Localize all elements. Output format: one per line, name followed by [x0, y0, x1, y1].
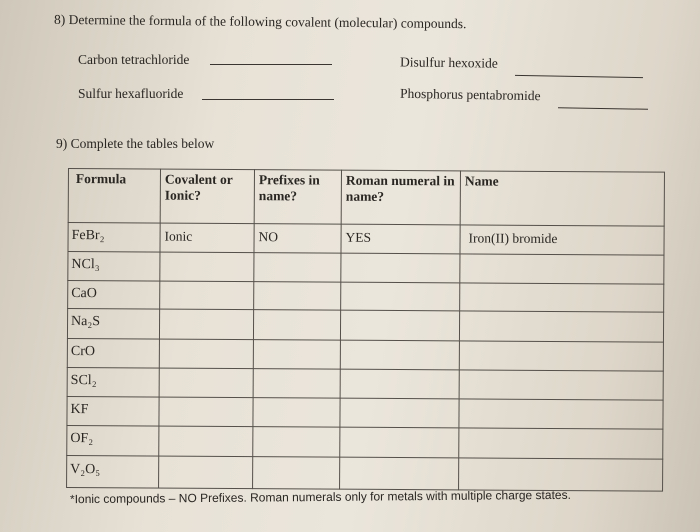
cell-prefixes[interactable]	[253, 252, 340, 282]
cell-name[interactable]	[459, 340, 664, 370]
table-row	[66, 425, 663, 460]
cell-formula: SCl₂	[70, 373, 97, 389]
cell-name[interactable]	[459, 310, 664, 341]
cell-prefixes[interactable]	[253, 368, 340, 398]
cell-prefixes[interactable]	[252, 426, 339, 457]
q8-answer-blank-3[interactable]	[202, 99, 334, 100]
cell-roman[interactable]	[339, 457, 458, 491]
table-header-row	[68, 168, 665, 227]
cell-name[interactable]	[458, 457, 663, 491]
cell-formula: Na₂S	[71, 314, 101, 330]
cell-roman[interactable]	[340, 253, 459, 283]
cell-covalent[interactable]	[159, 339, 253, 369]
cell-prefixes[interactable]	[253, 309, 340, 340]
table-footnote: *Ionic compounds – NO Prefixes. Roman numerals only for metals with multiple charge states.	[69, 487, 571, 507]
cell-name[interactable]	[459, 253, 664, 283]
cell-roman[interactable]	[340, 340, 459, 370]
cell-formula: CrO	[70, 344, 96, 360]
q8-item-carbon-tetrachloride: Carbon tetrachloride	[78, 52, 190, 67]
header-name: Name	[460, 170, 665, 225]
q8-item-sulfur-hexafluoride: Sulfur hexafluoride	[78, 86, 184, 101]
cell-prefixes[interactable]	[253, 339, 340, 369]
q8-answer-blank-1[interactable]	[210, 64, 332, 65]
cell-formula: NCl₃	[71, 257, 100, 273]
header-formula: Formula	[75, 171, 127, 187]
table-row	[66, 455, 663, 492]
cell-formula: V₂O₅	[70, 462, 101, 478]
cell-roman[interactable]	[340, 282, 459, 311]
cell-roman[interactable]	[340, 310, 459, 341]
cell-prefixes[interactable]	[253, 281, 340, 310]
cell-prefixes[interactable]	[252, 397, 339, 427]
header-roman-numeral: Roman numeral in name?	[341, 170, 460, 225]
cell-covalent[interactable]	[159, 309, 253, 340]
cell-name[interactable]	[459, 282, 664, 311]
cell-name[interactable]	[459, 369, 664, 399]
naming-table	[66, 168, 665, 492]
cell-roman[interactable]: YES	[340, 224, 459, 254]
q8-answer-blank-2[interactable]	[515, 75, 643, 78]
table-row	[67, 308, 664, 343]
cell-covalent[interactable]	[158, 426, 252, 457]
cell-covalent[interactable]	[158, 456, 252, 490]
q8-answer-blank-4[interactable]	[558, 107, 648, 110]
q8-item-phosphorus-pentabromide: Phosphorus pentabromide	[399, 85, 541, 104]
cell-formula: KF	[70, 402, 89, 418]
cell-roman[interactable]	[339, 427, 458, 458]
q8-item-disulfur-hexoxide: Disulfur hexoxide	[399, 54, 498, 71]
cell-name[interactable]	[458, 398, 663, 428]
question-8-prompt: 8) Determine the formula of the following covalent (molecular) compounds.	[53, 11, 467, 32]
cell-roman[interactable]	[340, 369, 459, 399]
cell-formula: OF₂	[70, 431, 94, 447]
cell-formula: FeBr₂	[71, 228, 105, 244]
header-prefixes-in-name: Prefixes in name?	[254, 169, 341, 224]
header-covalent-or-ionic: Covalent or Ionic?	[160, 169, 254, 224]
cell-name[interactable]	[458, 427, 663, 458]
cell-covalent[interactable]	[159, 368, 253, 398]
cell-covalent[interactable]	[158, 397, 252, 427]
cell-covalent[interactable]	[159, 281, 253, 310]
cell-prefixes[interactable]: NO	[253, 223, 340, 253]
cell-name[interactable]: Iron(II) bromide	[459, 224, 664, 254]
cell-covalent[interactable]	[159, 252, 253, 282]
cell-roman[interactable]	[339, 398, 458, 428]
cell-covalent[interactable]: Ionic	[159, 223, 253, 253]
cell-formula: CaO	[71, 286, 97, 302]
cell-prefixes[interactable]	[252, 456, 339, 490]
question-9-prompt: 9) Complete the tables below	[56, 136, 215, 151]
